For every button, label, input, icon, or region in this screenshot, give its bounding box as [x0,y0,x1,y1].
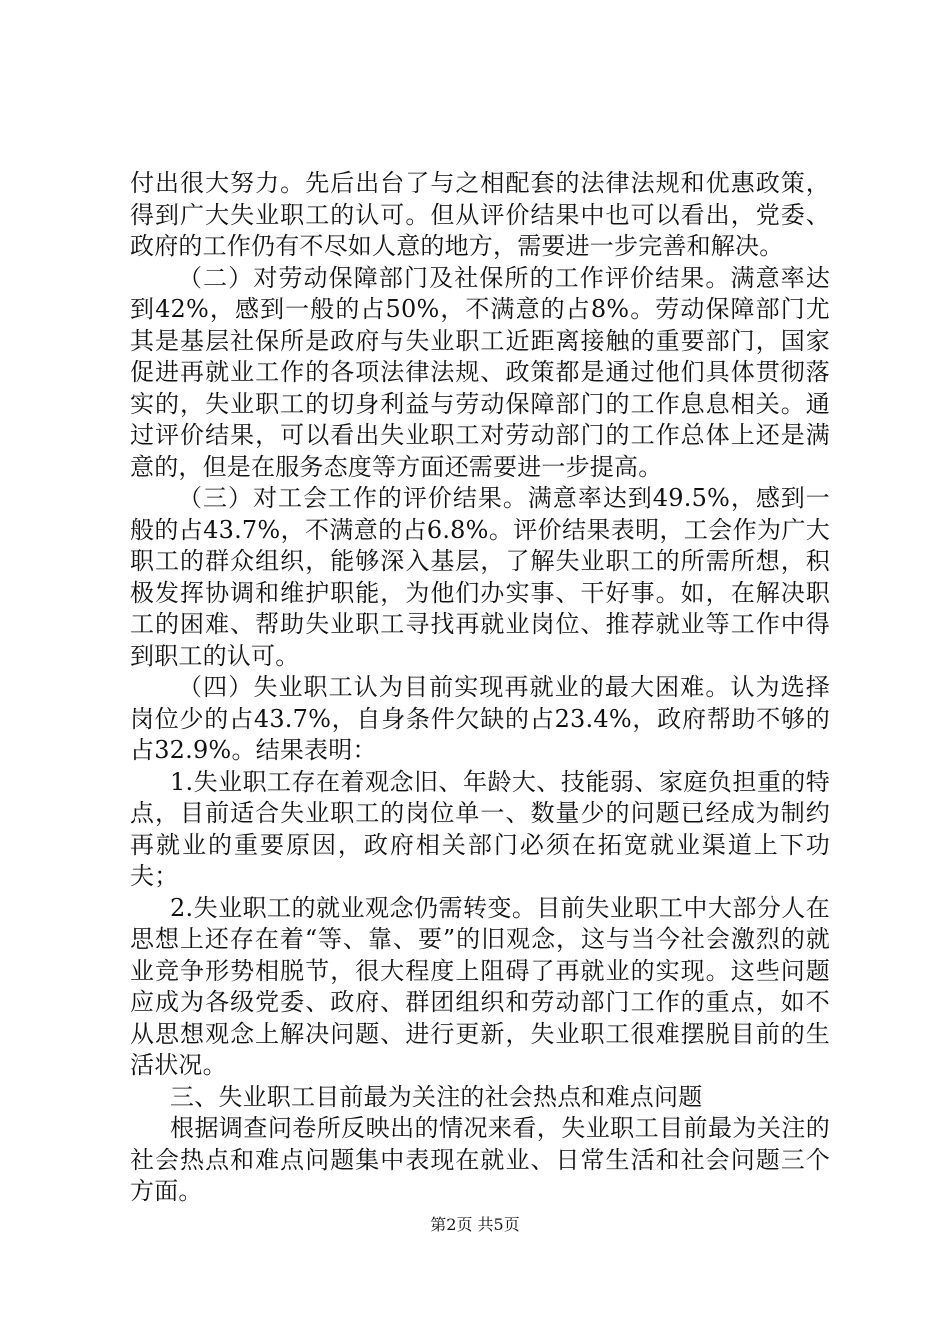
paragraph-section-4: （四）失业职工认为目前实现再就业的最大困难。认为选择岗位少的占43.7%，自身条件欠缺的占23.4%，政府帮助不够的占32.9%。结果表明： [130,673,830,764]
paragraph-continuation: 付出很大努力。先后出台了与之相配套的法律法规和优惠政策，得到广大失业职工的认可。但从评价结果中也可以看出，党委、政府的工作仍有不尽如人意的地方，需要进一步完善和解决。 [130,169,830,260]
page-footer: 第2页 共5页 [430,1215,520,1234]
document-body [130,168,830,1208]
section-heading-3: 三、失业职工目前最为关注的社会热点和难点问题 [170,1082,703,1111]
paragraph-point-1: 1.失业职工存在着观念旧、年龄大、技能弱、家庭负担重的特点，目前适合失业职工的岗位单一、数量少的问题已经成为制约再就业的重要原因，政府相关部门必须在拓宽就业渠道上下功夫； [130,767,830,890]
paragraph-point-2: 2.失业职工的就业观念仍需转变。目前失业职工中大部分人在思想上还存在着“等、靠、要”的旧观念，这与当今社会激烈的就业竞争形势相脱节，很大程度上阻碍了再就业的实现。这些问题应成为各级党委、政府、群团组织和劳动部门工作的重点，如不从思想观念上解决问题、进行更新，失业职工很难摆脱目前的生活状况。 [130,893,830,1079]
paragraph-section-3-intro: 根据调查问卷所反映出的情况来看，失业职工目前最为关注的社会热点和难点问题集中表现在就业、日常生活和社会问题三个方面。 [130,1114,830,1205]
paragraph-section-2: （二）对劳动保障部门及社保所的工作评价结果。满意率达到42%，感到一般的占50%，不满意的占8%。劳动保障部门尤其是基层社保所是政府与失业职工近距离接触的重要部门，国家促进再就业工作的各项法律法规、政策都是通过他们具体贯彻落实的，失业职工的切身利益与劳动保障部门的工作息息相关。通过评价结果，可以看出失业职工对劳动部门的工作总体上还是满意的，但是在服务态度等方面还需要进一步提高。 [130,263,830,481]
paragraph-section-3: （三）对工会工作的评价结果。满意率达到49.5%，感到一般的占43.7%，不满意的占6.8%。评价结果表明，工会作为广大职工的群众组织，能够深入基层，了解失业职工的所需所想，积极发挥协调和维护职能，为他们办实事、干好事。如，在解决职工的困难、帮助失业职工寻找再就业岗位、推荐就业等工作中得到职工的认可。 [130,484,830,670]
